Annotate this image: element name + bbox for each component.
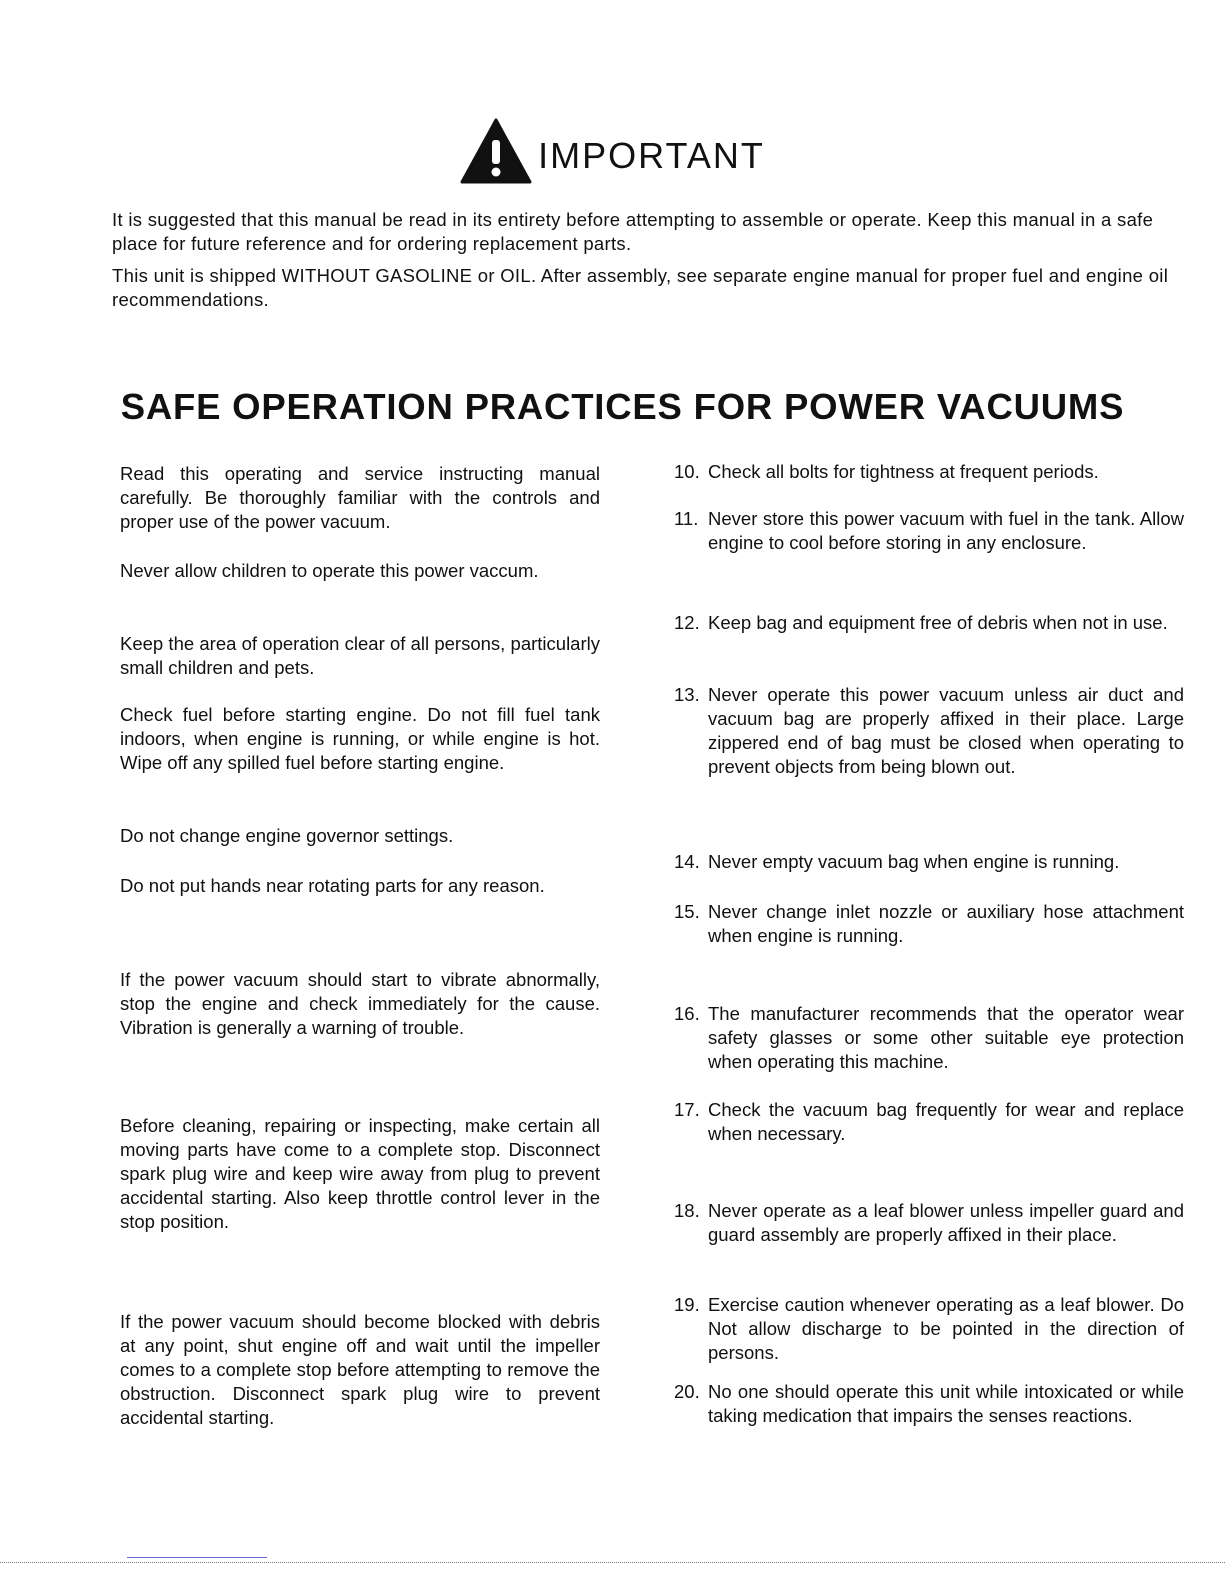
item-number: 15. <box>674 901 700 922</box>
important-title: IMPORTANT <box>538 135 765 176</box>
safety-item-4: Check fuel before starting engine. Do not fill fuel tank indoors, when engine is running, or while engine is hot. Wipe off any spilled fuel before starting engine. <box>120 704 600 773</box>
footer-rule-accent <box>127 1557 267 1558</box>
item-text: Exercise caution whenever operating as a leaf blower. Do Not allow discharge to be pointed in the direction of persons. <box>708 1294 1184 1363</box>
section-title: SAFE OPERATION PRACTICES FOR POWER VACUUMS <box>120 386 1125 427</box>
safety-item-12 <box>674 611 1184 635</box>
safety-item-2: Never allow children to operate this power vaccum. <box>120 560 539 581</box>
item-text: Never operate as a leaf blower unless impeller guard and guard assembly are properly affixed in their place. <box>708 1200 1184 1245</box>
footer-rule <box>0 1562 1225 1563</box>
item-number: 18. <box>674 1200 700 1221</box>
item-text: Check all bolts for tightness at frequent periods. <box>708 461 1099 482</box>
item-number: 16. <box>674 1003 700 1024</box>
safety-item-10 <box>674 460 1184 484</box>
safety-item-13 <box>674 683 1184 779</box>
intro-paragraph-2 <box>112 264 1172 312</box>
item-number: 13. <box>674 684 700 705</box>
item-text: Keep bag and equipment free of debris when not in use. <box>708 612 1168 633</box>
warning-triangle-icon <box>460 116 532 186</box>
safety-item-19 <box>674 1293 1184 1365</box>
item-number: 20. <box>674 1381 700 1402</box>
safety-item-20 <box>674 1380 1184 1428</box>
item-text: The manufacturer recommends that the operator wear safety glasses or some other suitable eye protection when operating this machine. <box>708 1003 1184 1072</box>
item-number: 12. <box>674 612 700 633</box>
safety-item-3: Keep the area of operation clear of all persons, particularly small children and pets. <box>120 633 600 678</box>
item-text: No one should operate this unit while intoxicated or while taking medication that impairs the senses reactions. <box>708 1381 1184 1426</box>
safety-item-11 <box>674 507 1184 555</box>
intro-text: This unit is shipped WITHOUT GASOLINE or OIL. After assembly, see separate engine manual for proper fuel and engine oil recommendations. <box>112 265 1169 310</box>
safety-item-18 <box>674 1199 1184 1247</box>
safety-item-14 <box>674 850 1184 874</box>
important-header <box>0 116 1225 186</box>
item-text: Check the vacuum bag frequently for wear and replace when necessary. <box>708 1099 1184 1144</box>
item-number: 14. <box>674 851 700 872</box>
item-text: Never operate this power vacuum unless air duct and vacuum bag are properly affixed in their place. Large zippered end of bag must be closed when operating to prevent objects from being blown out. <box>708 684 1184 777</box>
item-text: Never change inlet nozzle or auxiliary hose attachment when engine is running. <box>708 901 1184 946</box>
item-number: 17. <box>674 1099 700 1120</box>
intro-text: It is suggested that this manual be read in its entirety before attempting to assemble or operate. Keep this manual in a safe place for future reference and for ordering replacement parts. <box>112 209 1154 254</box>
item-number: 11. <box>674 508 699 529</box>
safety-item-17 <box>674 1098 1184 1146</box>
item-text: Never empty vacuum bag when engine is running. <box>708 851 1120 872</box>
safety-item-15 <box>674 900 1184 948</box>
intro-paragraph-1 <box>112 208 1172 256</box>
item-number: 10. <box>674 461 700 482</box>
safety-item-7: If the power vacuum should start to vibrate abnormally, stop the engine and check immediately for the cause. Vibration is generally a warning of trouble. <box>120 969 600 1038</box>
item-number: 19. <box>674 1294 700 1315</box>
safety-item-8: Before cleaning, repairing or inspecting, make certain all moving parts have come to a complete stop. Disconnect spark plug wire and keep wire away from plug to prevent accidental starting. Also keep throttle control lever in the stop position. <box>120 1115 600 1232</box>
safety-item-1: Read this operating and service instructing manual carefully. Be thoroughly familiar with the controls and proper use of the power vacuum. <box>120 463 600 532</box>
safety-item-9: If the power vacuum should become blocked with debris at any point, shut engine off and wait until the impeller comes to a complete stop before attempting to remove the obstruction. Disconnect spark plug wire to prevent accidental starting. <box>120 1311 600 1428</box>
safety-item-16 <box>674 1002 1184 1074</box>
safety-item-6: Do not put hands near rotating parts for any reason. <box>120 875 545 896</box>
safety-item-5: Do not change engine governor settings. <box>120 825 454 846</box>
item-text: Never store this power vacuum with fuel in the tank. Allow engine to cool before storing in any enclosure. <box>708 508 1184 553</box>
